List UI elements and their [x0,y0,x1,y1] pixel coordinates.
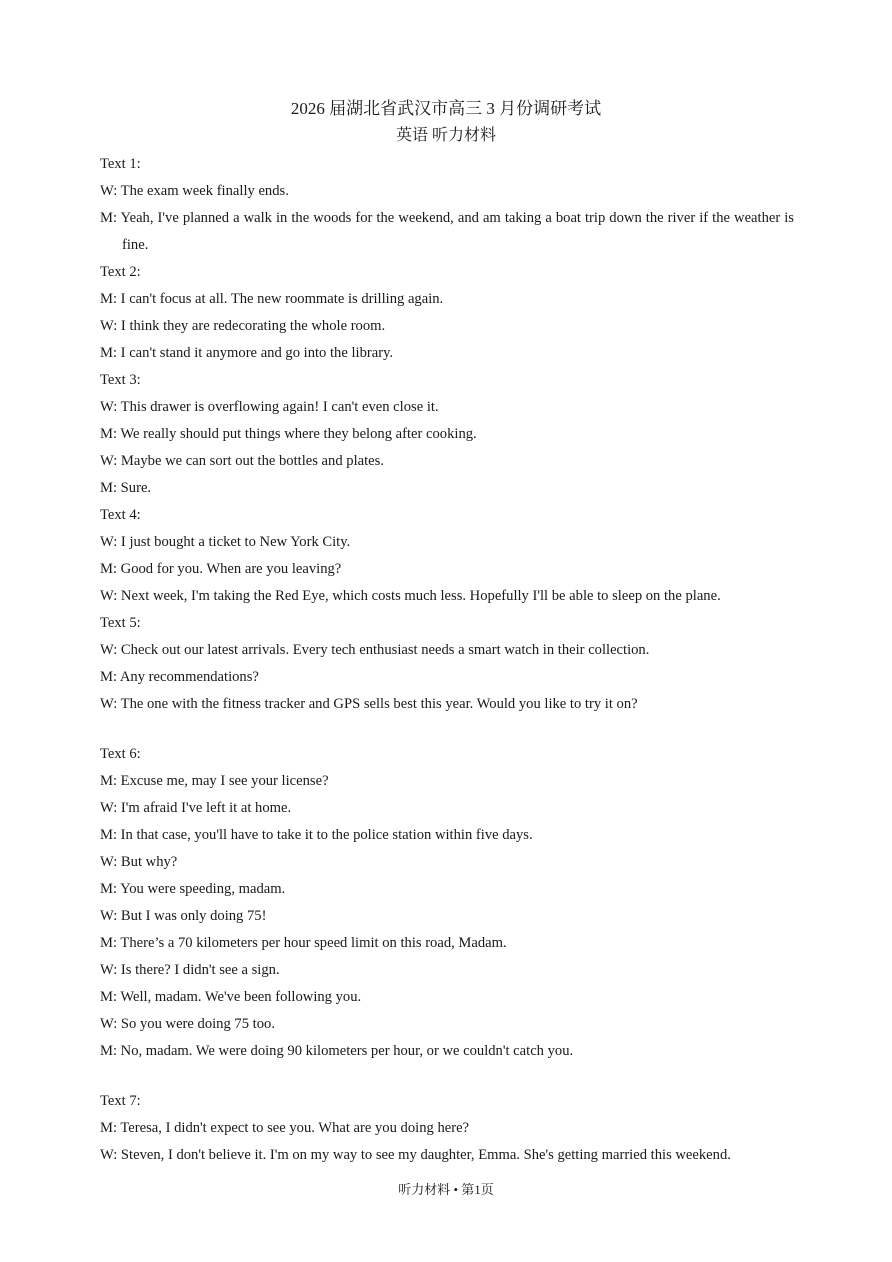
dialogue-line: W: But why? [100,854,178,870]
dialogue-line: W: But I was only doing 75! [100,908,267,924]
dialogue-line: M: Good for you. When are you leaving? [100,561,342,577]
dialogue-line: M: I can't focus at all. The new roommate is drilling again. [100,291,444,307]
dialogue-line: M: Sure. [100,480,152,496]
dialogue-line: M: You were speeding, madam. [100,881,286,897]
dialogue-line: M: Teresa, I didn't expect to see you. What are you doing here? [100,1120,470,1136]
dialogue-line: M: We really should put things where they belong after cooking. [100,426,477,442]
section-spacer [100,1065,794,1088]
section-heading: Text 6: [100,746,141,762]
page-subtitle: 英语 听力材料 [395,127,496,144]
dialogue-line: W: This drawer is overflowing again! I can't even close it. [100,399,439,415]
transcript-body [100,151,794,1169]
dialogue-line: M: No, madam. We were doing 90 kilometers per hour, or we couldn't catch you. [100,1043,574,1059]
section-heading: Text 4: [100,507,141,523]
dialogue-line: W: The one with the fitness tracker and GPS sells best this year. Would you like to try it on? [100,696,638,712]
dialogue-line: W: So you were doing 75 too. [100,1016,275,1032]
dialogue-line: W: Is there? I didn't see a sign. [100,962,280,978]
dialogue-line: W: I think they are redecorating the whole room. [100,318,386,334]
section-heading: Text 7: [100,1093,141,1109]
section-heading: Text 3: [100,372,141,388]
section-heading: Text 5: [100,615,141,631]
page-footer: 听力材料 • 第1页 [398,1182,494,1197]
section-heading: Text 2: [100,264,141,280]
dialogue-line: W: Maybe we can sort out the bottles and plates. [100,453,384,469]
dialogue-line: M: There’s a 70 kilometers per hour speed limit on this road, Madam. [100,935,507,951]
dialogue-line: M: Any recommendations? [100,669,259,685]
dialogue-line: M: Yeah, I've planned a walk in the woods for the weekend, and am taking a boat trip down the river if the weather is fine. [100,210,794,253]
dialogue-line: M: In that case, you'll have to take it to the police station within five days. [100,827,533,843]
dialogue-line: W: I just bought a ticket to New York City. [100,534,351,550]
dialogue-line: M: I can't stand it anymore and go into the library. [100,345,394,361]
section-heading: Text 1: [100,156,141,172]
dialogue-line: W: Steven, I don't believe it. I'm on my way to see my daughter, Emma. She's getting married this weekend. [100,1147,731,1163]
dialogue-line: W: Next week, I'm taking the Red Eye, which costs much less. Hopefully I'll be able to sleep on the plane. [100,588,721,604]
dialogue-line: M: Excuse me, may I see your license? [100,773,329,789]
dialogue-line: W: I'm afraid I've left it at home. [100,800,292,816]
dialogue-line: M: Well, madam. We've been following you. [100,989,362,1005]
section-spacer [100,718,794,741]
page-title: 2026 届湖北省武汉市高三 3 月份调研考试 [290,99,602,118]
dialogue-line: W: The exam week finally ends. [100,183,289,199]
dialogue-line: W: Check out our latest arrivals. Every tech enthusiast needs a smart watch in their collection. [100,642,650,658]
